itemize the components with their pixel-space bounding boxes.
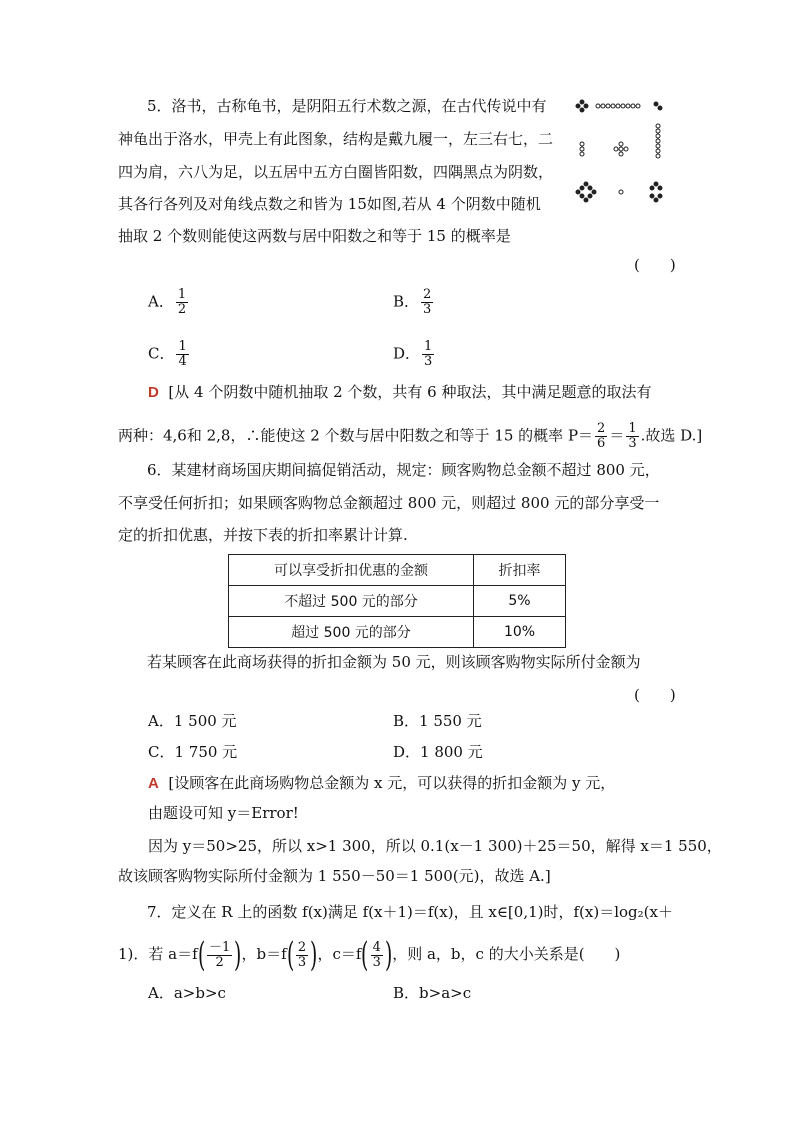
q5-option-b-num: 2 [423,287,432,302]
q5-option-a-num: 1 [177,287,187,302]
q5-option-b-frac [421,288,433,317]
q6-line-3: 定的折扣优惠，并按下表的折扣率累计计算. [118,526,408,544]
q7-paren-open: ( [361,935,369,975]
q7-option-a: A．a>b>c [148,984,226,1002]
luoshu-figure [574,96,674,206]
q6-solution-line-4: 故该顾客购物实际所付金额为 1 550－50＝1 500(元)，故选 A.] [118,867,551,885]
table-cell: 不超过 500 元的部分 [229,586,474,617]
q5-option-c-num: 1 [178,339,187,354]
q5-option-b [393,288,435,317]
q6-answer-paren: ( ) [634,686,676,704]
q5-option-d-frac [422,340,434,369]
q5-option-c-den: 4 [178,354,187,369]
q7-frac-c-num: 4 [372,939,381,955]
q5-solution-frac-1-num: 2 [597,421,606,436]
q7-frac-a-num: －1 [208,939,231,955]
q7-paren-open: ( [286,935,294,975]
q6-option-d: D．1 800 元 [393,743,483,761]
q6-answer-letter: A [148,775,159,792]
q5-solution-line-1 [148,382,652,403]
q5-option-c-frac [176,340,188,369]
q5-solution-text-2b: .故选 D.] [640,426,703,445]
q6-solution-line-2: 由题设可知 y＝Error! [148,804,299,822]
q7-frac-a-den: 2 [215,954,224,970]
q7-text-b: ，b＝f [241,945,287,963]
table-header-rate: 折扣率 [474,555,566,586]
q5-line-1: 5．洛书，古称龟书，是阴阳五行术数之源，在古代传说中有 [147,97,547,115]
q5-solution-frac-2 [626,422,638,451]
q7-frac-c-den: 3 [372,954,381,970]
q7-frac-a [207,941,232,970]
luoshu-top-left-dots [576,100,588,112]
q6-solution-line-1 [148,773,615,794]
table-cell: 5% [474,586,566,617]
q7-line-2 [118,935,621,975]
table-cell: 10% [474,617,566,648]
table-cell: 超过 500 元的部分 [229,617,474,648]
luoshu-top-row-dots [596,104,640,108]
q5-option-a [148,288,190,317]
q7-text-a: 1)．若 a＝f [118,945,198,963]
q5-line-3: 四为肩，六八为足，以五居中五方白圈皆阳数，四隅黑点为阴数， [118,163,554,181]
q5-solution-frac-1 [595,422,607,451]
q5-answer-paren: ( ) [634,256,676,274]
luoshu-bottom-left-dots [576,182,596,202]
q5-answer-letter: D [148,384,159,401]
discount-table [228,554,566,648]
q7-option-b: B．b>a>c [393,984,472,1002]
q7-frac-b-num: 2 [297,939,307,955]
luoshu-center-dots [614,142,628,156]
q7-line-1: 7．定义在 R 上的函数 f(x)满足 f(x＋1)＝f(x)，且 x∈[0,1)时，f(x)＝log₂(x＋ [147,903,673,921]
q6-solution-line-3: 因为 y＝50>25，所以 x>1 300，所以 0.1(x－1 300)＋25＝50，解得 x＝1 550， [148,837,722,855]
q7-paren-close: ) [234,935,242,975]
q7-frac-b-den: 3 [297,954,307,970]
luoshu-right-dots [656,124,660,158]
q7-paren-open: ( [197,935,205,975]
q5-option-d-num: 1 [424,339,433,354]
q5-line-4: 其各行各列及对角线点数之和皆为 15如图,若从 4 个阴数中随机 [118,195,541,213]
q5-option-d [393,340,436,369]
q5-option-a-den: 2 [177,302,187,317]
q5-option-d-label: D． [393,344,421,363]
q6-option-b: B．1 550 元 [393,712,482,730]
luoshu-left-dots [580,142,584,156]
q7-text-d: ，则 a，b，c 的大小关系是( ) [392,945,621,963]
q5-option-a-frac [176,288,188,317]
q5-line-2: 神龟出于洛水，甲壳上有此图象，结构是戴九履一，左三右七，二 [118,130,554,148]
luoshu-bottom-dot [619,190,623,194]
table-row [229,617,566,648]
q5-option-b-den: 3 [423,302,432,317]
q5-option-d-den: 3 [424,354,433,369]
table-header-amount: 可以享受折扣优惠的金额 [229,555,474,586]
q5-line-5: 抽取 2 个数则能使这两数与居中阳数之和等于 15 的概率是 [118,227,511,245]
q5-option-b-label: B． [393,292,420,311]
q6-option-c: C．1 750 元 [148,743,238,761]
q5-solution-frac-1-den: 6 [597,436,606,451]
q5-solution-line-2 [118,422,702,451]
q5-solution-text-1: [从 4 个阴数中随机抽取 2 个数，共有 6 种取法，其中满足题意的取法有 [168,383,652,401]
q5-option-c [148,340,191,369]
q7-paren-close: ) [310,935,318,975]
q7-text-c: ，c＝f [317,945,362,963]
q5-solution-text-2a: 两种：4,6和 2,8，∴能使这 2 个数与居中阳数之和等于 15 的概率 P＝ [118,426,594,445]
luoshu-bottom-right-dots [650,182,662,202]
q5-option-c-label: C． [148,344,175,363]
q7-frac-b [296,941,308,970]
table-header-row [229,555,566,586]
q6-line-2: 不享受任何折扣；如果顾客购物总金额超过 800 元，则超过 800 元的部分享受一 [118,494,660,512]
q5-solution-frac-2-den: 3 [628,436,637,451]
luoshu-top-right-dots [654,102,662,110]
q6-line-1: 6．某建材商场国庆期间搞促销活动，规定：顾客购物总金额不超过 800 元， [147,461,660,479]
q5-solution-eq: ＝ [609,426,625,445]
q6-after-table: 若某顾客在此商场获得的折扣金额为 50 元，则该顾客购物实际所付金额为 [147,653,641,671]
table-row [229,586,566,617]
q5-solution-frac-2-num: 1 [628,421,637,436]
q6-solution-text-1: [设顾客在此商场购物总金额为 x 元，可以获得的折扣金额为 y 元， [168,774,616,792]
q6-option-a: A．1 500 元 [148,712,237,730]
q5-option-a-label: A． [148,292,174,311]
q7-paren-close: ) [384,935,393,975]
q7-frac-c [371,941,383,970]
